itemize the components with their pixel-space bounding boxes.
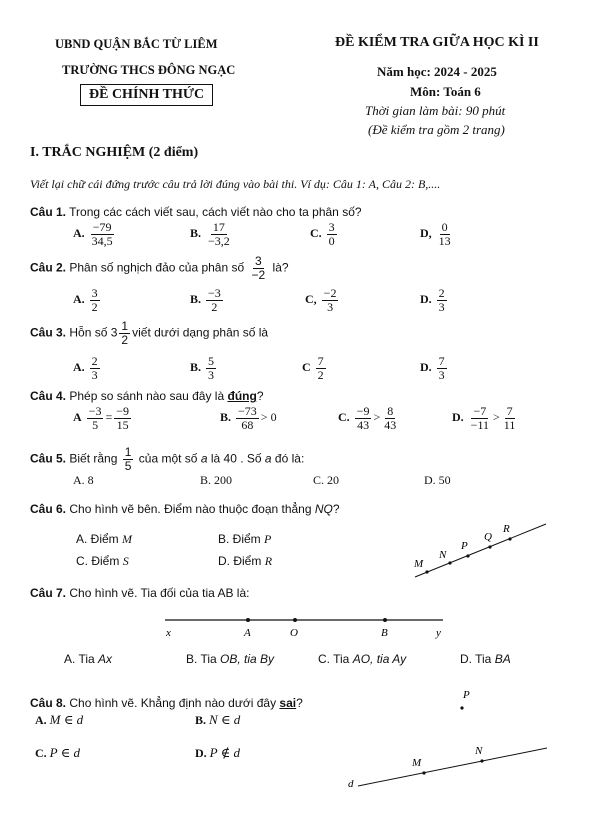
question-5: Câu 5. Biết rằng $\frac{1}{5}$ của một số a là 40 . Số a đó là: <box>30 445 305 473</box>
exam-title: ĐỀ KIỂM TRA GIỮA HỌC KÌ II <box>335 35 539 50</box>
q1-option-d: D, $\frac{0}{13}$ <box>420 220 451 248</box>
q7-label-o: O <box>290 627 298 639</box>
question-4: Câu 4. Phép so sánh nào sau đây là đúng? <box>30 389 264 403</box>
q5-option-a: A. 8 <box>73 473 94 487</box>
district-name: UBND QUẬN BẮC TỪ LIÊM <box>55 37 218 51</box>
q4-option-b: B. $\frac{-73}{68}$ > 0 <box>220 404 277 432</box>
q6-label-n: N <box>439 549 447 561</box>
q4-option-c: C. $\frac{-9}{43}$ > $\frac{8}{43}$ <box>338 404 397 432</box>
school-year: Năm học: 2024 - 2025 <box>377 64 497 79</box>
subject: Môn: Toán 6 <box>410 84 481 99</box>
question-2: Câu 2. Phân số nghịch đảo của phân số $\frac{3}{-2}$ là? <box>30 254 289 282</box>
q6-label-p: P <box>461 540 468 552</box>
section-title: I. TRẮC NGHIỆM (2 điểm) <box>30 145 199 160</box>
q5-option-d: D. 50 <box>424 473 451 487</box>
q8-label-d: d <box>348 778 354 790</box>
q7-option-c: C. Tia AO, tia Ay <box>318 652 407 666</box>
q1-option-c: C. $\frac{3}{0}$ <box>310 220 335 248</box>
q3-option-c: C $\frac{7}{2}$ <box>302 354 324 382</box>
q3-option-a: A. $\frac{2}{3}$ <box>73 354 98 382</box>
q8-option-c: C. P ∈ d <box>35 745 81 760</box>
q3-option-d: D. $\frac{7}{3}$ <box>420 354 445 382</box>
q8-option-a: A. M ∈ d <box>35 712 84 727</box>
q7-label-y: y <box>436 627 441 639</box>
section-instruction: Viết lại chữ cái đứng trước câu trả lời đúng vào bài thi. Ví dụ: Câu 1: A, Câu 2: B,.... <box>30 177 441 191</box>
q6-option-b: B. Điểm P <box>218 532 272 546</box>
q2-option-b: B. $\frac{-3}{2}$ <box>190 286 221 314</box>
exam-time: Thời gian làm bài: 90 phút <box>365 103 506 118</box>
q1-option-b: B. $\frac{17}{-3,2}$ <box>190 220 230 248</box>
school-name: TRƯỜNG THCS ĐÔNG NGẠC <box>62 63 236 77</box>
q6-option-c: C. Điểm S <box>76 554 129 568</box>
question-6: Câu 6. Cho hình vẽ bên. Điểm nào thuộc đoạn thẳng NQ? <box>30 502 340 516</box>
q6-option-a: A. Điểm M <box>76 532 133 546</box>
q5-option-b: B. 200 <box>200 473 233 487</box>
q6-label-r: R <box>503 523 510 535</box>
q8-option-d: D. P ∉ d <box>195 745 241 760</box>
q2-option-d: D. $\frac{2}{3}$ <box>420 286 445 314</box>
question-1: Câu 1. Trong các cách viết sau, cách viết nào cho ta phân số? <box>30 205 362 219</box>
q4-option-a: A $\frac{-3}{5}$ = $\frac{-9}{15}$ <box>73 404 130 432</box>
q2-option-a: A. $\frac{3}{2}$ <box>73 286 98 314</box>
q7-label-x: x <box>166 627 171 639</box>
q6-option-d: D. Điểm R <box>218 554 273 568</box>
official-stamp: ĐỀ CHÍNH THỨC <box>80 84 213 106</box>
question-3: Câu 3. Hỗn số 3 $\frac{1}{2}$ viết dưới dạng phân số là <box>30 319 269 347</box>
pages-note: (Đề kiểm tra gồm 2 trang) <box>368 122 505 137</box>
q8-label-p: P <box>463 689 470 701</box>
q7-label-b: B <box>381 627 388 639</box>
q5-option-c: C. 20 <box>313 473 340 487</box>
q2-option-c: C, $\frac{-2}{3}$ <box>305 286 337 314</box>
question-7-line: Câu 7. Cho hình vẽ. Tia đối của tia AB là: <box>30 586 250 600</box>
q6-label-q: Q <box>484 531 492 543</box>
q1-option-a: A. $\frac{-79}{34,5}$ <box>73 220 113 248</box>
q4-option-d: D. $\frac{-7}{-11}$ > $\frac{7}{11}$ <box>452 404 516 432</box>
q8-label-n: N <box>475 745 483 757</box>
q3-option-b: B. $\frac{5}{3}$ <box>190 354 215 382</box>
q6-label-m: M <box>414 558 424 570</box>
q8-option-b: B. N ∈ d <box>195 712 241 727</box>
q7-label-a: A <box>244 627 251 639</box>
q7-option-d: D. Tia BA <box>460 652 511 666</box>
question-8: Câu 8. Cho hình vẽ. Khẳng định nào dưới đây sai? <box>30 696 303 710</box>
q8-label-m: M <box>412 757 422 769</box>
q7-option-a: A. Tia Ax <box>64 652 113 666</box>
q7-option-b: B. Tia OB, tia By <box>186 652 275 666</box>
